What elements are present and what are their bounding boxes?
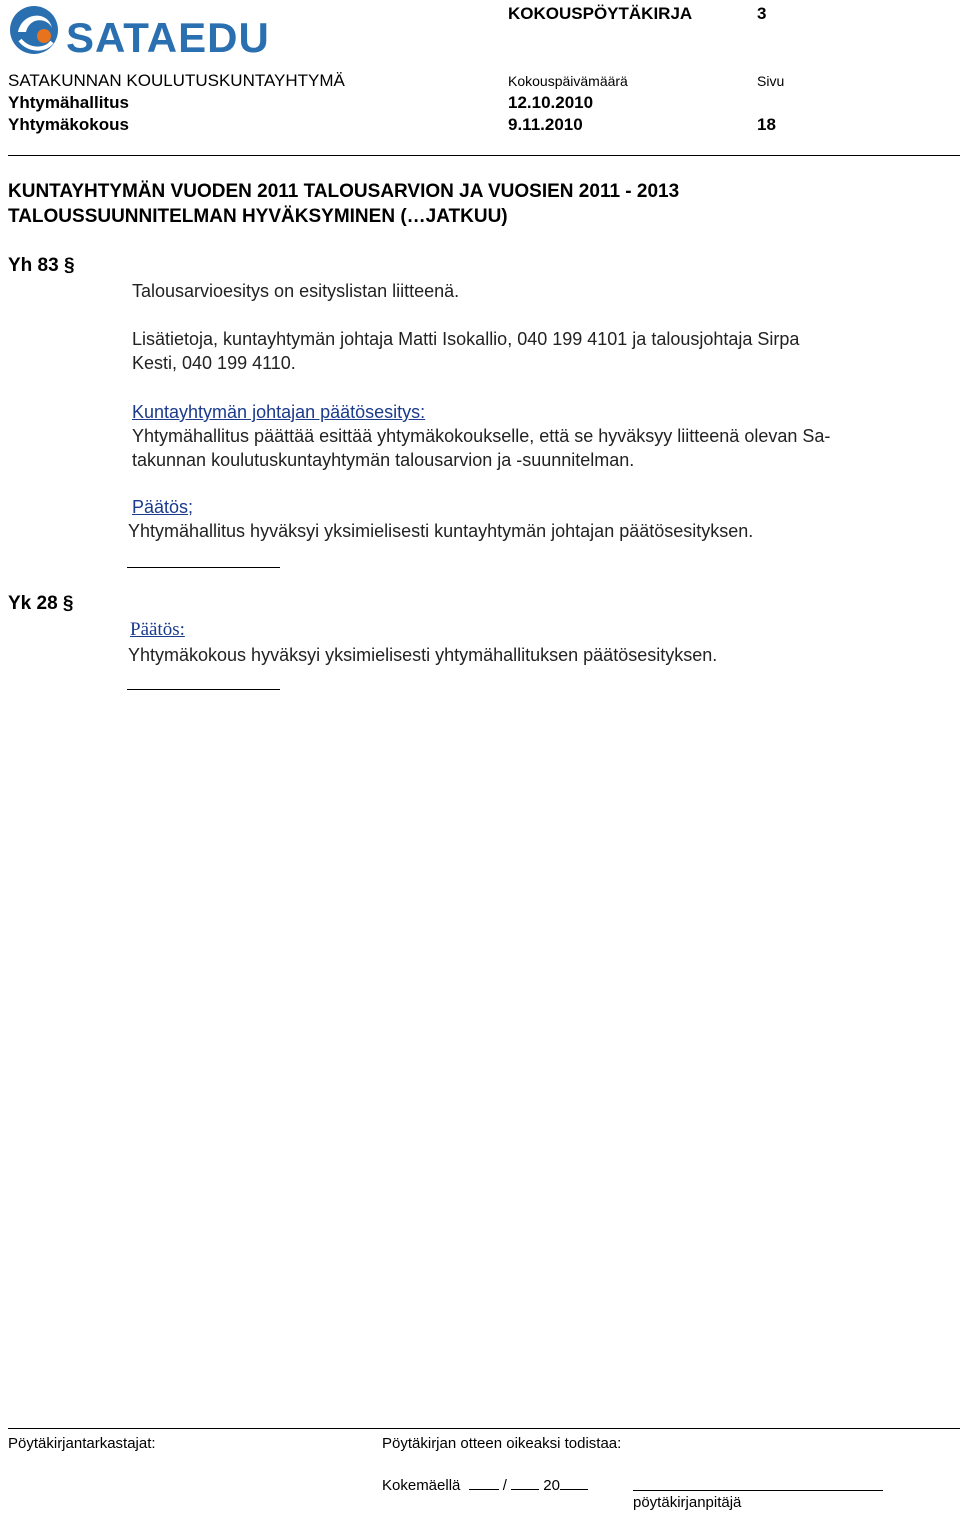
footer-divider [8,1428,960,1429]
organization-name: SATAKUNNAN KOULUTUSKUNTAYHTYMÄ [8,71,345,90]
section-label-yk: Yk 28 § [8,593,74,614]
month-blank [511,1475,539,1490]
logo-wordmark: SATAEDU [66,14,270,61]
page-number: 18 [757,115,776,134]
agenda-title-line-1: KUNTAYHTYMÄN VUODEN 2011 TALOUSARVION JA VUOSIEN 2011 - 2013 [8,181,680,202]
contact-info-line-2: Kesti, 040 199 4110. [132,353,296,373]
agenda-title-line-2: TALOUSSUUNNITELMAN HYVÄKSYMINEN (…JATKUU) [8,206,508,227]
minutes-checkers-label: Pöytäkirjantarkastajat: [8,1435,156,1452]
page-column-label: Sivu [757,73,785,89]
decision-heading-yk: Päätös: [130,619,185,640]
secretary-label: pöytäkirjanpitäjä [633,1494,742,1511]
header-divider [8,155,960,156]
year-blank [560,1475,588,1490]
decision-text-yh: Yhtymähallitus hyväksyi yksimielisesti kuntayhtymän johtajan päätösesityksen. [128,521,754,541]
decision-text-yk: Yhtymäkokous hyväksyi yksimielisesti yhtymähallituksen päätösesityksen. [128,645,718,665]
meeting-body-2: Yhtymäkokous [8,115,129,134]
section-label-yh: Yh 83 § [8,255,75,276]
decision-heading-yh: Päätös; [132,497,194,517]
section-end-line-yk [127,689,280,690]
date-slash: / [502,1477,507,1494]
year-prefix: 20 [543,1477,560,1494]
proposal-line-2: takunnan koulutuskuntayhtymän talousarvion ja -suunnitelman. [132,450,635,470]
contact-info-line-1: Lisätietoja, kuntayhtymän johtaja Matti Isokallio, 040 199 4101 ja talousjohtaja Sirpa [132,329,800,349]
meeting-date-1: 12.10.2010 [508,93,594,112]
signature-place-date [382,1475,588,1494]
date-column-label: Kokouspäivämäärä [508,73,628,89]
sataedu-logo [8,2,270,64]
signature-line [633,1490,883,1491]
document-type: KOKOUSPÖYTÄKIRJA [508,4,693,23]
proposal-heading: Kuntayhtymän johtajan päätösesitys: [132,402,426,422]
section-end-line-yh [127,567,280,568]
day-blank [469,1475,499,1490]
logo-swirl-icon [8,2,62,58]
certification-label: Pöytäkirjan otteen oikeaksi todistaa: [382,1435,622,1452]
proposal-line-1: Yhtymähallitus päättää esittää yhtymäkokoukselle, että se hyväksyy liitteenä olevan Sa- [132,426,831,446]
signature-place: Kokemäellä [382,1477,461,1494]
document-number: 3 [757,4,767,23]
attachment-note: Talousarvioesitys on esityslistan liitteenä. [132,281,460,301]
meeting-date-2: 9.11.2010 [508,115,583,134]
meeting-body-1: Yhtymähallitus [8,93,129,112]
